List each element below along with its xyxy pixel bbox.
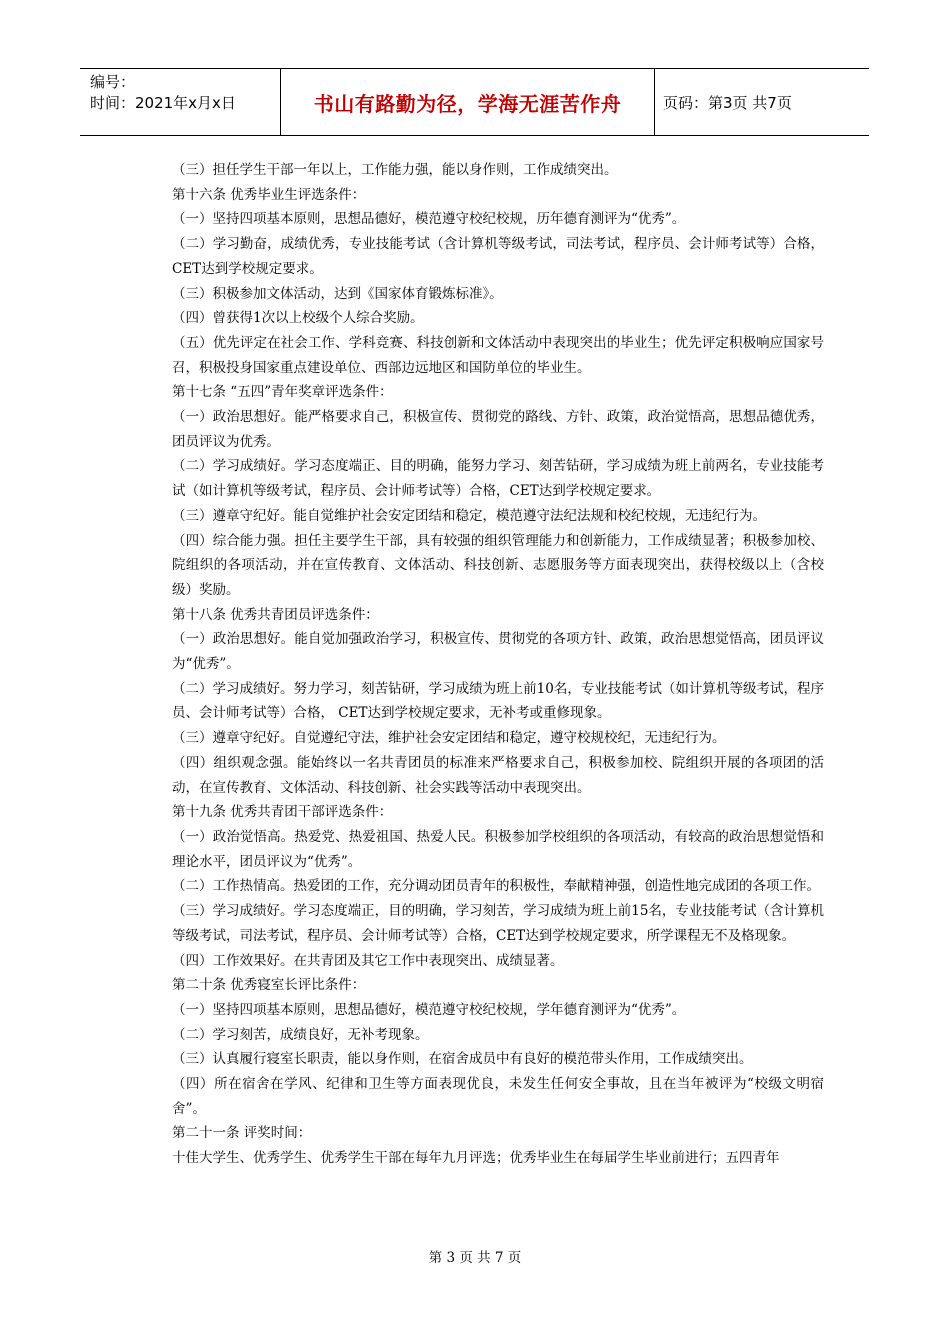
header-info xyxy=(80,69,281,135)
document-number-label: 编号： xyxy=(90,73,136,91)
paragraph: （二）学习刻苦，成绩良好，无补考现象。 xyxy=(172,1026,429,1043)
page-header xyxy=(80,68,869,136)
document-body xyxy=(172,158,824,1171)
paragraph: 第十八条 优秀共青团员评选条件： xyxy=(172,606,379,623)
paragraph: （一）政治思想好。能自觉加强政治学习，积极宣传、贯彻党的各项方针、政策，政治思想觉悟高，团员评议为“优秀”。 xyxy=(172,631,824,673)
paragraph: 第十九条 优秀共青团干部评选条件： xyxy=(172,804,393,821)
paragraph: （三）学习成绩好。学习态度端正，目的明确，学习刻苦，学习成绩为班上前15名，专业技能考试（含计算机等级考试，司法考试，程序员、会计师考试等）合格，CET达到学校规定要求，所学课程无不及格现象。 xyxy=(172,903,824,944)
paragraph: （三）担任学生干部一年以上，工作能力强，能以身作则，工作成绩突出。 xyxy=(172,162,618,178)
paragraph: （一）坚持四项基本原则，思想品德好，模范遵守校纪校规，学年德育测评为“优秀”。 xyxy=(172,1001,686,1018)
paragraph: （四）所在宿舍在学风、纪律和卫生等方面表现优良，未发生任何安全事故，且在当年被评为“校级文明宿舍”。 xyxy=(172,1076,824,1117)
paragraph: （五）优先评定在社会工作、学科竞赛、科技创新和文体活动中表现突出的毕业生；优先评定积极响应国家号召，积极投身国家重点建设单位、西部边远地区和国防单位的毕业生。 xyxy=(172,334,824,376)
paragraph: （一）坚持四项基本原则，思想品德好，模范遵守校纪校规，历年德育测评为“优秀”。 xyxy=(172,211,686,228)
paragraph: 第十七条 “五四”青年奖章评选条件： xyxy=(172,384,393,401)
paragraph: （二）学习勤奋，成绩优秀，专业技能考试（含计算机等级考试，司法考试，程序员、会计师考试等）合格，CET达到学校规定要求。 xyxy=(172,236,824,277)
paragraph: （一）政治觉悟高。热爱党、热爱祖国、热爱人民。积极参加学校组织的各项活动，有较高的政治思想觉悟和理论水平，团员评议为“优秀”。 xyxy=(172,828,824,870)
paragraph: 第二十一条 评奖时间： xyxy=(172,1125,312,1142)
paragraph: （一）政治思想好。能严格要求自己，积极宣传、贯彻党的路线、方针、政策，政治觉悟高，思想品德优秀，团员评议为优秀。 xyxy=(172,409,824,450)
paragraph: （三）认真履行寝室长职责，能以身作则，在宿舍成员中有良好的模范带头作用，工作成绩突出。 xyxy=(172,1051,753,1068)
paragraph: （四）组织观念强。能始终以一名共青团员的标准来严格要求自己，积极参加校、院组织开展的各项团的活动，在宣传教育、文体活动、科技创新、社会实践等活动中表现突出。 xyxy=(172,754,824,796)
paragraph: （三）遵章守纪好。能自觉维护社会安定团结和稳定，模范遵守法纪法规和校纪校规，无违纪行为。 xyxy=(172,507,766,524)
paragraph: （二）工作热情高。热爱团的工作，充分调动团员青年的积极性，奉献精神强，创造性地完成团的各项工作。 xyxy=(172,878,820,895)
document-time-label: 时间：2021年x月x日 xyxy=(90,94,236,112)
header-motto: 书山有路勤为径，学海无涯苦作舟 xyxy=(281,69,655,135)
paragraph: （三）积极参加文体活动，达到《国家体育锻炼标准》。 xyxy=(172,285,503,302)
paragraph: （四）工作效果好。在共青团及其它工作中表现突出、成绩显著。 xyxy=(172,952,564,969)
paragraph: 第十六条 优秀毕业生评选条件： xyxy=(172,186,366,203)
paragraph: （四）曾获得1次以上校级个人综合奖励。 xyxy=(172,310,424,327)
paragraph: （二）学习成绩好。努力学习，刻苦钻研，学习成绩为班上前10名，专业技能考试（如计算机等级考试，程序员、会计师考试等）合格， CET达到学校规定要求，无补考或重修现象。 xyxy=(172,680,824,722)
paragraph: （二）学习成绩好。学习态度端正、目的明确，能努力学习、刻苦钻研，学习成绩为班上前两名，专业技能考试（如计算机等级考试，程序员、会计师考试等）合格，CET达到学校规定要求。 xyxy=(172,458,824,500)
paragraph: （四）综合能力强。担任主要学生干部，具有较强的组织管理能力和创新能力，工作成绩显著；积极参加校、院组织的各项活动，并在宣传教育、文体活动、科技创新、志愿服务等方面表现突出，获得校级以上（含校级）奖励。 xyxy=(172,532,824,598)
paragraph: 第二十条 优秀寝室长评比条件： xyxy=(172,977,366,994)
paragraph: （三）遵章守纪好。自觉遵纪守法，维护社会安定团结和稳定，遵守校规校纪，无违纪行为。 xyxy=(172,730,726,747)
paragraph: 十佳大学生、优秀学生、优秀学生干部在每年九月评选；优秀毕业生在每届学生毕业前进行；五四青年 xyxy=(172,1150,780,1167)
page-footer: 第 3 页 共 7 页 xyxy=(428,1250,522,1266)
header-page-code: 页码：第3页 共7页 xyxy=(663,93,792,112)
